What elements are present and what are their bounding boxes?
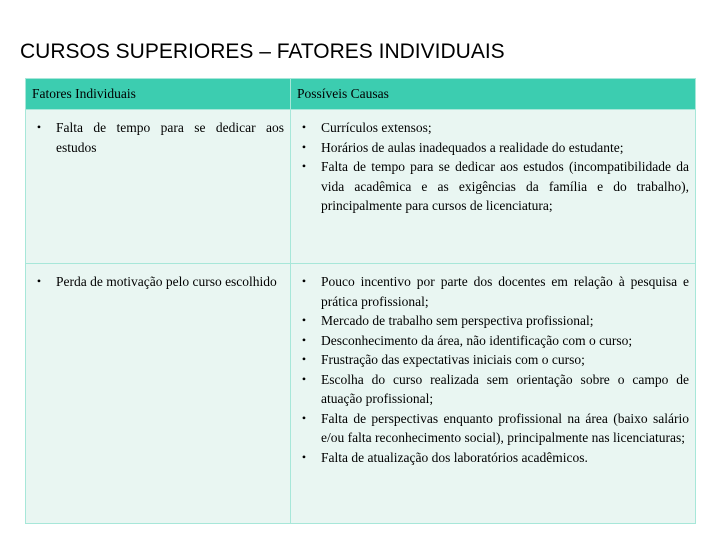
cause-text: Pouco incentivo por parte dos docentes em relação à pesquisa e prática profissional; — [321, 274, 689, 309]
factor-text: Perda de motivação pelo curso escolhido — [56, 274, 277, 289]
bullet-icon: • — [301, 139, 307, 154]
cause-item — [295, 311, 689, 331]
table-header-row — [26, 79, 696, 110]
cause-text: Mercado de trabalho sem perspectiva profissional; — [321, 313, 594, 328]
bullet-icon: • — [301, 352, 307, 366]
header-causes: Possíveis Causas — [291, 79, 696, 110]
slide-title: CURSOS SUPERIORES – FATORES INDIVIDUAIS — [20, 40, 505, 63]
cause-item — [295, 331, 689, 351]
header-factors: Fatores Individuais — [26, 79, 291, 110]
cause-text: Horários de aulas inadequados a realidade do estudante; — [321, 139, 624, 155]
factor-cell — [26, 110, 291, 264]
cause-item — [295, 448, 689, 468]
causes-cell — [291, 264, 696, 524]
cause-text: Escolha do curso realizada sem orientação sobre o campo de atuação profissional; — [321, 371, 689, 406]
cause-text: Desconhecimento da área, não identificação com o curso; — [321, 332, 633, 348]
cause-item — [295, 370, 689, 409]
factor-text: Falta de tempo para se dedicar aos estudos — [56, 120, 284, 155]
bullet-icon: • — [301, 120, 307, 134]
bullet-icon: • — [301, 313, 307, 327]
table-row — [26, 110, 696, 264]
cause-text: Frustração das expectativas iniciais com o curso; — [321, 352, 585, 367]
cause-text: Currículos extensos; — [321, 120, 432, 135]
causes-cell — [291, 110, 696, 264]
cause-item — [295, 409, 689, 448]
factor-cell — [26, 264, 291, 524]
bullet-icon: • — [301, 371, 307, 386]
cause-item — [295, 138, 689, 158]
table-row — [26, 264, 696, 524]
bullet-icon: • — [301, 159, 307, 173]
cause-item — [295, 350, 689, 370]
cause-text: Falta de perspectivas enquanto profissional na área (baixo salário e/ou falta reconhecimento social), principalmente nas licenciaturas; — [321, 410, 689, 445]
factors-table — [25, 78, 696, 524]
bullet-icon: • — [301, 410, 307, 425]
cause-text: Falta de tempo para se dedicar aos estudos (incompatibilidade da vida acadêmica e as exigências da família e do trabalho), principalmente para cursos de licenciatura; — [321, 159, 689, 213]
bullet-icon: • — [36, 274, 42, 288]
cause-text: Falta de atualização dos laboratórios acadêmicos. — [321, 449, 588, 465]
cause-item — [295, 118, 689, 138]
factor-item — [30, 272, 284, 292]
bullet-icon: • — [301, 449, 307, 464]
bullet-icon: • — [301, 332, 307, 347]
factor-item — [30, 118, 284, 157]
cause-item — [295, 157, 689, 216]
bullet-icon: • — [36, 120, 42, 134]
cause-item — [295, 272, 689, 311]
bullet-icon: • — [301, 274, 307, 288]
